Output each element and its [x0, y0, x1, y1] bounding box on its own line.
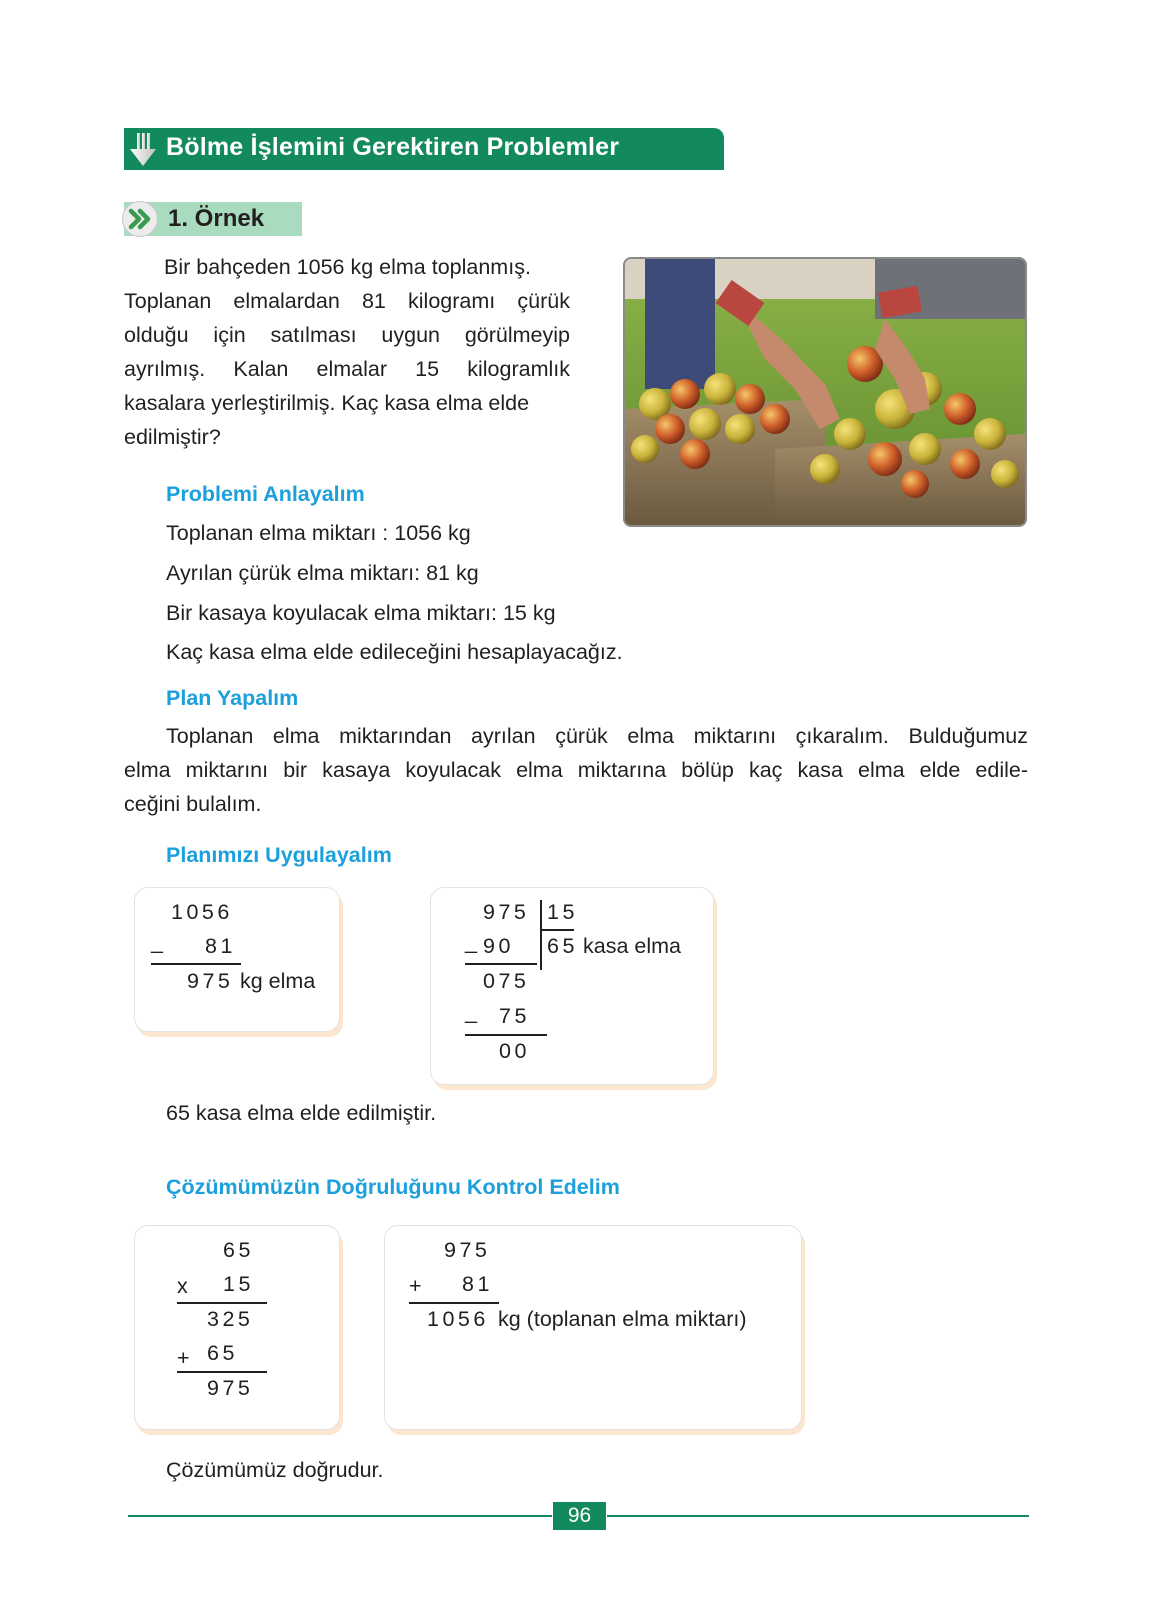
plan-line-2: elma miktarını bir kasaya koyulacak elma miktarına bölüp kaç kasa elma elde edile- — [124, 758, 1028, 782]
mul-partial-2: 65 — [207, 1341, 238, 1365]
mul-partial-1: 325 — [207, 1307, 254, 1331]
div-quotient: 65 — [547, 934, 578, 958]
problem-line-5: kasalara yerleştirilmiş. Kaç kasa elma elde — [124, 391, 530, 415]
understand-item-3: Bir kasaya koyulacak elma miktarı: 15 kg — [166, 601, 556, 625]
understand-item-4: Kaç kasa elma elde edileceğini hesaplayacağız. — [166, 640, 623, 664]
double-chevron-right-icon — [122, 201, 158, 237]
div-divisor-rule — [540, 929, 574, 931]
div-step2-operator: _ — [465, 1000, 477, 1024]
plan-heading: Plan Yapalım — [166, 686, 299, 710]
check-heading: Çözümümüzün Doğruluğunu Kontrol Edelim — [166, 1175, 620, 1199]
add-b: 81 — [462, 1272, 493, 1296]
add-result: 1056 — [427, 1307, 489, 1331]
div-step1-rule — [465, 963, 537, 965]
section-header — [124, 128, 724, 170]
multiplication-card — [134, 1225, 340, 1430]
mul-a: 65 — [223, 1238, 254, 1262]
section-title: Bölme İşlemini Gerektiren Problemler — [166, 133, 620, 161]
div-step1-operator: _ — [465, 930, 477, 954]
mul-operator: x — [177, 1274, 188, 1298]
apply-heading: Planımızı Uygulayalım — [166, 843, 392, 867]
apply-result: 65 kasa elma elde edilmiştir. — [166, 1101, 437, 1125]
div-quotient-unit: kasa elma — [583, 934, 681, 958]
apple-harvest-photo — [623, 257, 1027, 527]
div-vertical-rule — [540, 900, 542, 970]
div-remainder-1: 075 — [483, 969, 530, 993]
problem-line-2: Toplanan elmalardan 81 kilogramı çürük — [124, 289, 570, 313]
mul-rule-1 — [177, 1302, 267, 1304]
mul-b: 15 — [223, 1272, 254, 1296]
plan-line-3: ceğini bulalım. — [124, 792, 262, 816]
mul-plus: + — [177, 1346, 190, 1370]
division-card — [430, 887, 714, 1085]
sub-rule — [151, 963, 241, 965]
understand-item-2: Ayrılan çürük elma miktarı: 81 kg — [166, 561, 479, 585]
sub-subtrahend: 81 — [205, 934, 236, 958]
example-label: 1. Örnek — [168, 205, 265, 232]
sub-operator: _ — [151, 930, 163, 954]
div-step2-sub: 75 — [499, 1004, 530, 1028]
example-tag — [124, 202, 302, 236]
plan-line-1: Toplanan elma miktarından ayrılan çürük elma miktarını çıkaralım. Bulduğumuz — [166, 724, 1028, 748]
add-a: 975 — [444, 1238, 491, 1262]
sub-unit: kg elma — [240, 969, 316, 993]
div-remainder-2: 00 — [499, 1039, 530, 1063]
mul-rule-2 — [177, 1371, 267, 1373]
div-step1-sub: 90 — [483, 934, 514, 958]
understand-item-1: Toplanan elma miktarı : 1056 kg — [166, 521, 471, 545]
understand-heading: Problemi Anlayalım — [166, 482, 365, 506]
add-rule — [409, 1302, 499, 1304]
div-dividend: 975 — [483, 900, 530, 924]
problem-line-4: ayrılmış. Kalan elmalar 15 kilogramlık — [124, 357, 570, 381]
mul-result: 975 — [207, 1376, 254, 1400]
div-divisor: 15 — [547, 900, 578, 924]
footer-rule-right — [607, 1515, 1029, 1517]
problem-line-3: olduğu için satılması uygun görülmeyip — [124, 323, 570, 347]
add-note: kg (toplanan elma miktarı) — [498, 1307, 747, 1331]
problem-line-6: edilmiştir? — [124, 425, 221, 449]
subtraction-card — [134, 887, 340, 1032]
sub-minuend: 1056 — [171, 900, 233, 924]
check-conclusion: Çözümümüz doğrudur. — [166, 1458, 384, 1482]
page-number: 96 — [553, 1502, 606, 1530]
problem-line-1: Bir bahçeden 1056 kg elma toplanmış. — [164, 255, 531, 279]
div-step2-rule — [465, 1034, 547, 1036]
footer-rule-left — [128, 1515, 552, 1517]
down-arrow-icon — [128, 133, 158, 167]
add-operator: + — [409, 1274, 422, 1298]
sub-result: 975 — [187, 969, 234, 993]
addition-card — [384, 1225, 802, 1430]
